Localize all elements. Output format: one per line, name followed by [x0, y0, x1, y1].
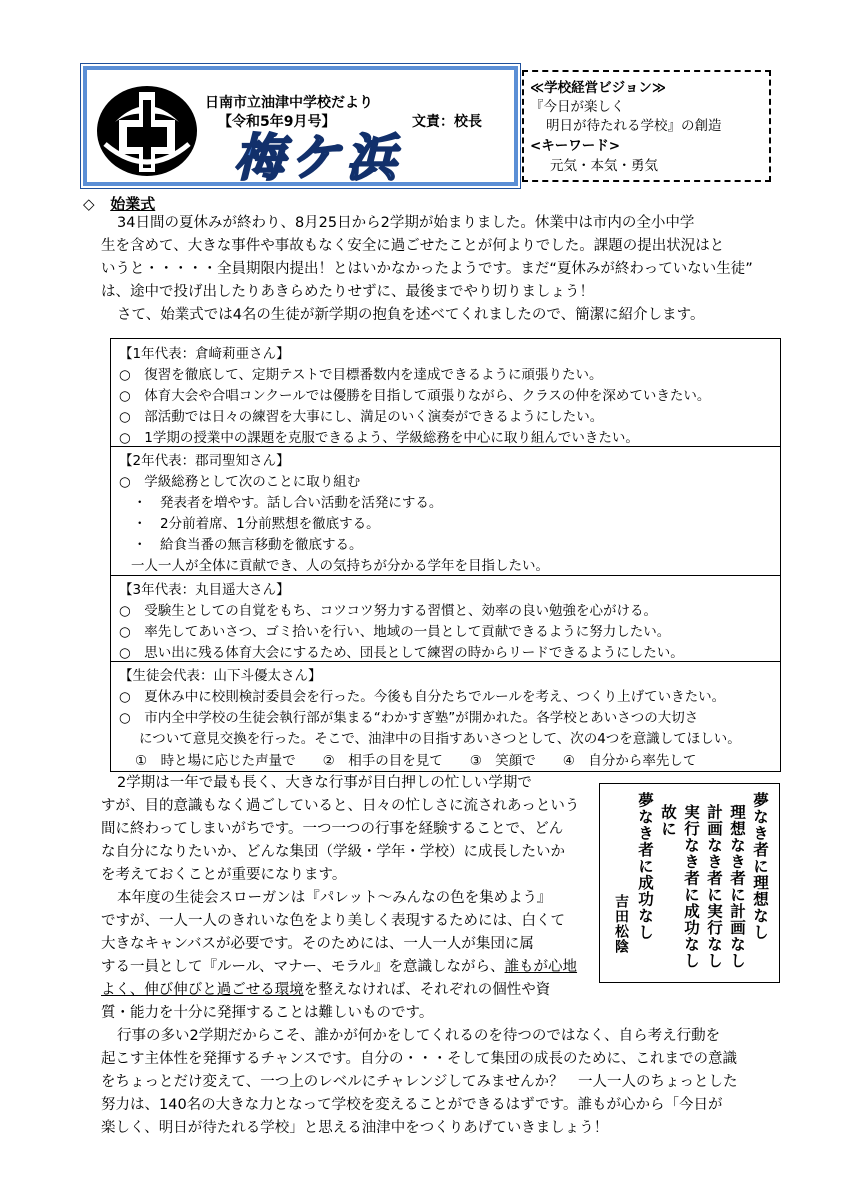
grade3-item-1: ○ 受験生としての自覚をもち、コツコツ努力する習慣と、効率の良い勉強を心がける。: [119, 603, 658, 619]
school-name: 日南市立油津中学校だより: [205, 95, 373, 111]
vision-box: [522, 70, 771, 182]
closing-line-3: をちょっとだけ変えて、一つ上のレベルにチャレンジしてみませんか？ 一人一人のちょっとした: [101, 1074, 738, 1090]
section-title: 始業式: [110, 195, 156, 213]
closing-line-1: 行事の多い2学期だからこそ、誰かが何かをしてくれるのを待つのではなく、自ら考え行動を: [117, 1028, 721, 1044]
closing-line-5: 楽しく、明日が待たれる学校」と思える油津中をつくりあげていきましょう！: [101, 1120, 609, 1136]
grade1-item-4: ○ 1学期の授業中の課題を克服できるよう、学級総務を中心に取り組んでいきたい。: [119, 430, 639, 446]
vision-line-2: 明日が待たれる学校』の創造: [546, 118, 722, 134]
grade3-title: 【3年代表：丸目遥大さん】: [119, 582, 290, 598]
closing-line-4: 努力は、140名の大きな力となって学校を変えることができるはずです。誰もが心から「今日が: [101, 1097, 723, 1113]
emphasis-text-2: よく、伸び伸びと過ごせる環境: [101, 982, 304, 998]
closing-line-2: 起こす主体性を発揮するチャンスです。自分の・・・そして集団の成長のために、これまでの意識: [101, 1051, 737, 1067]
vision-line-1: 『今日が楽しく: [530, 99, 625, 115]
intro-line-2: 生を含めて、大きな事件や事故もなく安全に過ごせたことが何よりでした。課題の提出状況はと: [101, 238, 725, 254]
quote-line-2: 理想なき者に計画なし: [728, 804, 747, 969]
body-line-2: すが、目的意識もなく過ごしていると、日々の忙しさに流されあっという: [101, 798, 580, 814]
intro-line-4: は、途中で投げ出したりあきらめたりせずに、最後までやり切りましょう！: [101, 284, 594, 300]
intro-line-1: 34日間の夏休みが終わり、8月25日から2学期が始まりました。休業中は市内の全小中学: [117, 215, 695, 231]
quote-line-4: 実行なき者に成功なし: [682, 804, 701, 969]
council-item-2: ○ 市内全中学校の生徒会執行部が集まる“わかすぎ塾”が開かれた。各学校とあいさつの大切さ: [119, 710, 699, 726]
intro-line-3: いうと・・・・・全員期限内提出！とはいかなかったようです。まだ“夏休みが終わっていない生徒”: [101, 261, 753, 277]
body-line-9-text: する一員として『ルール、マナー、モラル』を意識しながら、: [101, 959, 505, 975]
grade2-item-2: ・ 発表者を増やす。話し合い活動を活発にする。: [133, 495, 443, 511]
divider: [111, 446, 780, 447]
grade1-item-2: ○ 体育大会や合唱コンクールでは優勝を目指して頑張りながら、クラスの仲を深めていきたい。: [119, 388, 711, 404]
body-line-10: [101, 979, 550, 1002]
grade2-title: 【2年代表：郡司聖知さん】: [119, 453, 290, 469]
newsletter-title-text: 梅ケ浜: [234, 129, 402, 183]
section-heading: [83, 193, 155, 214]
body-line-5: を考えておくことが重要になります。: [101, 867, 347, 883]
quote-line-6: 夢なき者に成功なし: [636, 792, 655, 941]
quote-line-3: 計画なき者に実行なし: [705, 804, 724, 969]
council-item-4: ① 時と場に応じた声量で ② 相手の目を見て ③ 笑顔で ④ 自分から率先して: [135, 753, 697, 769]
keywords: 元気・本気・勇気: [550, 158, 658, 174]
vision-heading: ≪学校経営ビジョン≫: [530, 80, 666, 96]
grade2-item-1: ○ 学級総務として次のことに取り組む: [119, 474, 361, 490]
grade1-item-1: ○ 復習を徹底して、定期テストで目標番数内を達成できるように頑張りたい。: [119, 367, 603, 383]
grade1-title: 【1年代表：倉﨑莉亜さん】: [119, 346, 290, 362]
divider: [111, 575, 780, 576]
grade3-item-3: ○ 思い出に残る体育大会にするため、団長として練習の時からリードできるようにしたい。: [119, 645, 684, 661]
emphasis-text-1: 誰もが心地: [504, 959, 578, 975]
quote-line-1: 夢なき者に理想なし: [751, 792, 770, 941]
body-line-8: 大きなキャンバスが必要です。そのためには、一人一人が集団に属: [101, 936, 534, 952]
council-item-1: ○ 夏休み中に校則検討委員会を行った。今後も自分たちでルールを考え、つくり上げていきたい。: [119, 689, 726, 705]
body-line-3: 間に終わってしまいがちです。一つ一つの行事を経験することで、どん: [101, 821, 564, 837]
school-emblem-icon: [95, 84, 199, 178]
body-line-10-text: を整えなければ、それぞれの個性や資: [303, 982, 551, 998]
grade1-item-3: ○ 部活動では日々の練習を大事にし、満足のいく演奏ができるようにしたい。: [119, 409, 604, 425]
council-title: 【生徒会代表：山下斗優太さん】: [119, 668, 322, 684]
diamond-icon: ◇: [83, 195, 95, 213]
quote-box: [599, 783, 780, 983]
body-line-6: 本年度の生徒会スローガンは『パレット～みんなの色を集めよう』: [117, 890, 552, 906]
grade2-item-3: ・ 2分前着席、1分前黙想を徹底する。: [133, 516, 380, 532]
grade2-item-5: 一人一人が全体に貢献でき、人の気持ちが分かる学年を目指したい。: [131, 558, 549, 574]
body-line-9: [101, 956, 577, 979]
issue-label: 【令和5年9月号】: [218, 114, 336, 130]
grade2-item-4: ・ 給食当番の無言移動を徹底する。: [133, 537, 363, 553]
newsletter-title: [230, 127, 470, 183]
student-speeches-box: [110, 338, 781, 772]
grade3-item-2: ○ 率先してあいさつ、ゴミ拾いを行い、地域の一員として貢献できるように努力したい。: [119, 624, 671, 640]
quote-author: 吉田松陰: [613, 894, 629, 954]
council-item-3: について意見交換を行った。そこで、油津中の目指すあいさつとして、次の4つを意識してほしい。: [139, 731, 741, 747]
body-line-7: ですが、一人一人のきれいな色をより美しく表現するためには、白くて: [101, 913, 565, 929]
body-line-1: 2学期は一年で最も長く、大きな行事が目白押しの忙しい学期で: [117, 775, 532, 791]
body-line-4: な自分になりたいか、どんな集団（学級・学年・学校）に成長したいか: [101, 844, 565, 860]
body-line-11: 質・能力を十分に発揮することは難しいものです。: [101, 1005, 434, 1021]
author-label: 文責：校長: [412, 114, 482, 130]
divider: [111, 661, 780, 662]
keyword-heading: <キーワード>: [530, 138, 621, 154]
intro-line-5: さて、始業式では4名の生徒が新学期の抱負を述べてくれましたので、簡潔に紹介します。: [117, 307, 705, 323]
quote-line-5: 故に: [659, 804, 678, 837]
